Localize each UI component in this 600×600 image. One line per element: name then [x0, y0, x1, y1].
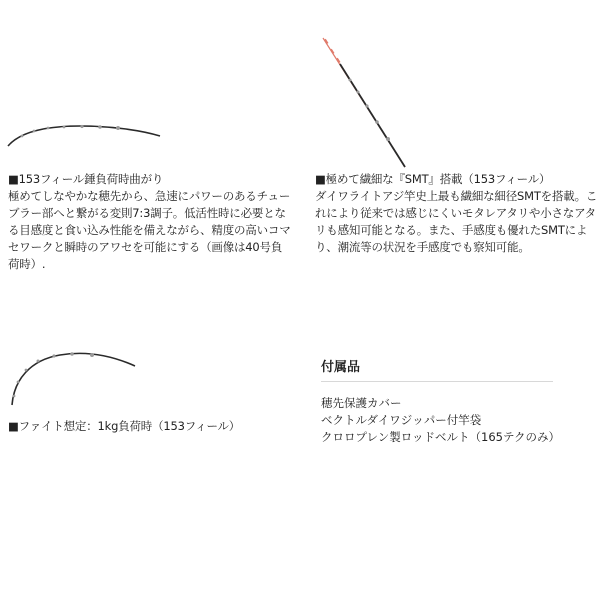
caption-body: ダイワライトアジ竿史上最も繊細な細径SMTを搭載。これにより従来では感じにくいモタレアタリや小さなアタリも感知可能となる。また、手感度も優れたSMTにより、潮流等の状況を手感度でも察知可能。	[315, 189, 598, 254]
caption-heading: ■極めて繊細な『SMT』搭載（153フィール）	[315, 172, 551, 186]
caption-heading: ■153フィール錘負荷時曲がり	[8, 172, 164, 186]
accessories-list	[321, 395, 560, 446]
caption-fight	[8, 418, 291, 435]
accessories-title: 付属品	[321, 360, 361, 375]
list-item: ベクトルダイワジッパー付竿袋	[321, 413, 482, 427]
list-item: 穂先保護カバー	[321, 396, 402, 410]
caption-body: 極めてしなやかな穂先から、急速にパワーのあるチューブラー部へと繋がる変則7:3調子。低活性時に必要となる目感度と食い込み性能を備えながら、精度の高いコマセワークと瞬時のアワセを可能にする（画像は40号負荷時）.	[8, 189, 291, 271]
list-item: クロロプレン製ロッドベルト（165テクのみ）	[321, 430, 561, 444]
accessories-divider	[321, 381, 553, 382]
caption-heading: ■ファイト想定：1kg負荷時（153フィール）	[8, 419, 241, 433]
